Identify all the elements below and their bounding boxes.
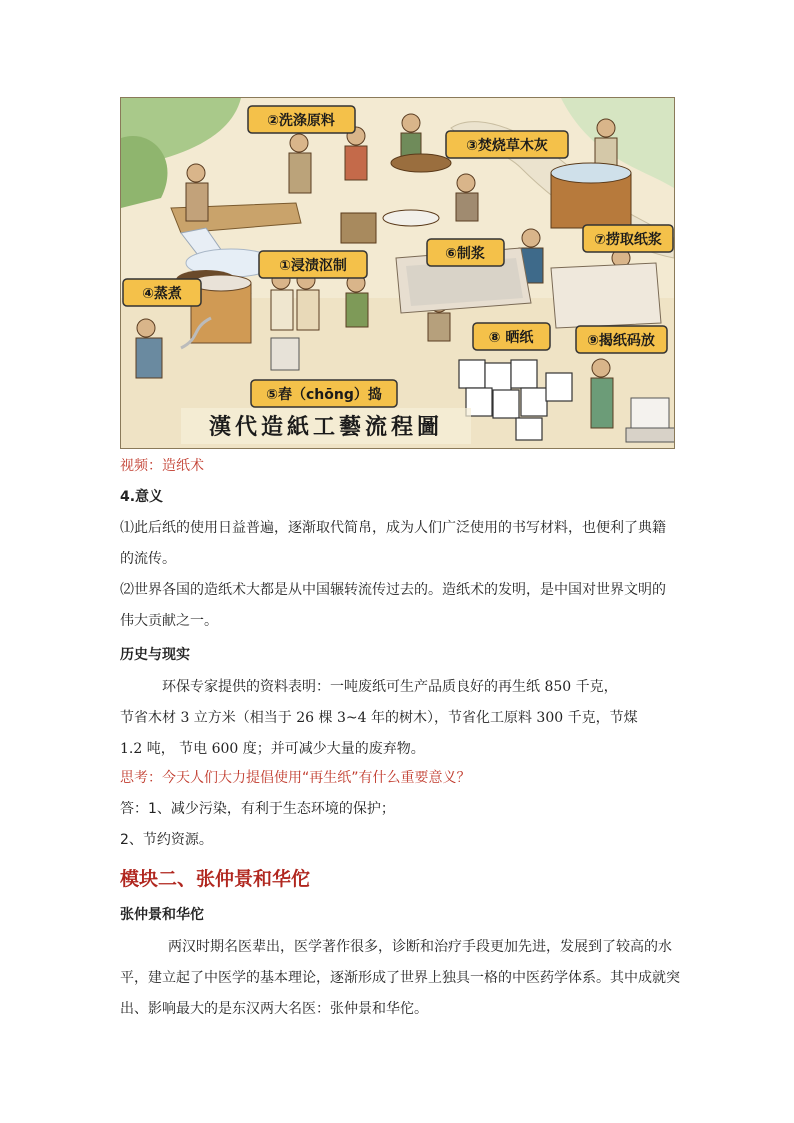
history-reality-heading: 历史与现实 bbox=[120, 647, 190, 663]
label-pound-text: ⑤舂（chōng）捣 bbox=[266, 387, 382, 403]
answer-line-1: 答：1、减少污染，有利于生态环境的保护； bbox=[120, 801, 395, 817]
papermaking-illustration bbox=[120, 97, 675, 449]
subsection-title: 张仲景和华佗 bbox=[120, 907, 204, 923]
label-stack bbox=[576, 326, 667, 353]
medicine-line-1: 两汉时期名医辈出，医学著作很多，诊断和治疗手段更加先进，发展到了较高的水 bbox=[168, 939, 672, 955]
label-pulp-text: ⑥制浆 bbox=[445, 246, 485, 262]
label-pound bbox=[251, 380, 397, 407]
paragraph-1-line-2: 的流传。 bbox=[120, 551, 176, 567]
history-line-1: 环保专家提供的资料表明：一吨废纸可生产品质良好的再生纸 850 千克， bbox=[162, 679, 618, 695]
history-line-3: 1.2 吨， 节电 600 度；并可减少大量的废弃物。 bbox=[120, 741, 425, 757]
paragraph-2-line-1: ⑵世界各国的造纸术大都是从中国辗转流传过去的。造纸术的发明，是中国对世界文明的 bbox=[120, 582, 666, 598]
label-soak-text: ①浸渍沤制 bbox=[279, 258, 347, 274]
illustration-banner: 漢代造紙工藝流程圖 bbox=[208, 414, 444, 440]
label-ash bbox=[446, 131, 568, 158]
paragraph-2-line-2: 伟大贡献之一。 bbox=[120, 613, 218, 629]
label-wash-text: ②洗涤原料 bbox=[267, 113, 335, 129]
module-title: 模块二、张仲景和华佗 bbox=[120, 868, 311, 890]
video-link[interactable]: 视频：造纸术 bbox=[120, 458, 204, 474]
label-scoop bbox=[583, 225, 673, 252]
label-dry-text: ⑧ 晒纸 bbox=[488, 330, 534, 346]
label-steam-text: ④蒸煮 bbox=[142, 286, 182, 302]
label-ash-text: ③焚烧草木灰 bbox=[466, 138, 548, 154]
label-stack-text: ⑨揭纸码放 bbox=[587, 333, 655, 349]
section-heading-significance: 4.意义 bbox=[120, 489, 164, 505]
label-scoop-text: ⑦捞取纸浆 bbox=[594, 232, 662, 248]
medicine-line-3: 出、影响最大的是东汉两大名医：张仲景和华佗。 bbox=[120, 1001, 428, 1017]
label-pulp bbox=[427, 239, 504, 266]
history-line-2: 节省木材 3 立方米（相当于 26 棵 3~4 年的树木），节省化工原料 300 千克，节煤 bbox=[120, 710, 638, 726]
think-question: 思考：今天人们大力提倡使用“再生纸”有什么重要意义？ bbox=[120, 770, 471, 786]
answer-line-2: 2、节约资源。 bbox=[120, 832, 213, 848]
label-dry bbox=[473, 323, 550, 350]
medicine-line-2: 平，建立起了中医学的基本理论，逐渐形成了世界上独具一格的中医药学体系。其中成就突 bbox=[120, 970, 680, 986]
label-soak bbox=[259, 251, 367, 278]
label-wash bbox=[248, 106, 355, 133]
label-steam bbox=[123, 279, 201, 306]
paragraph-1-line-1: ⑴此后纸的使用日益普遍，逐渐取代简帛，成为人们广泛使用的书写材料，也便利了典籍 bbox=[120, 520, 666, 536]
